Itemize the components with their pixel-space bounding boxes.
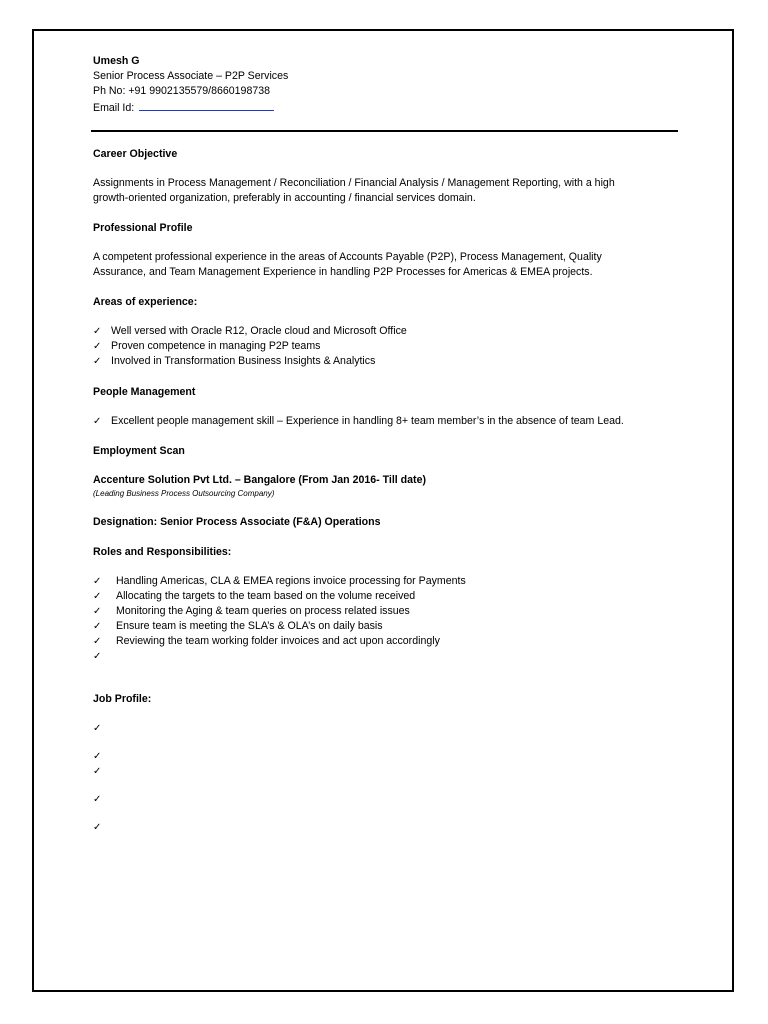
list-item: ✓ Excellent people management skill – Experience in handling 8+ team member’s in the absence of team Lead. bbox=[93, 415, 624, 427]
job-profile-section bbox=[93, 692, 693, 707]
list-item: ✓ Reviewing the team working folder invoices and act upon accordingly bbox=[93, 635, 440, 647]
contact-header bbox=[93, 54, 693, 116]
check-icon: ✓ bbox=[93, 326, 102, 337]
areas-of-experience-heading: Areas of experience: bbox=[93, 296, 198, 308]
check-icon: ✓ bbox=[93, 576, 102, 587]
list-item: ✓ Proven competence in managing P2P teams bbox=[93, 340, 321, 352]
people-management-section bbox=[93, 385, 693, 429]
check-icon: ✓ bbox=[93, 416, 102, 427]
employment-heading: Employment Scan bbox=[93, 445, 185, 457]
people-management-heading: People Management bbox=[93, 386, 196, 398]
company-name: Accenture Solution Pvt Ltd. – Bangalore (From Jan 2016- Till date) bbox=[93, 474, 426, 486]
list-item: ✓ Monitoring the Aging & team queries on process related issues bbox=[93, 605, 410, 617]
areas-of-experience-section bbox=[93, 295, 693, 369]
list-item: ✓ Allocating the targets to the team based on the volume received bbox=[93, 590, 416, 602]
check-icon: ✓ bbox=[93, 794, 102, 805]
career-objective-heading: Career Objective bbox=[93, 148, 178, 160]
check-icon: ✓ bbox=[93, 751, 102, 762]
roles-heading: Roles and Responsibilities: bbox=[93, 546, 232, 558]
check-icon: ✓ bbox=[93, 621, 102, 632]
company-note: (Leading Business Process Outsourcing Company) bbox=[93, 489, 275, 498]
header-divider bbox=[91, 130, 678, 132]
roles-list bbox=[93, 574, 693, 664]
professional-profile-text-1: A competent professional experience in the areas of Accounts Payable (P2P), Process Management, Quality bbox=[93, 251, 602, 263]
list-item: ✓ Handling Americas, CLA & EMEA regions invoice processing for Payments bbox=[93, 575, 466, 587]
check-icon: ✓ bbox=[93, 591, 102, 602]
check-icon: ✓ bbox=[93, 766, 102, 777]
list-item: ✓ Involved in Transformation Business Insights & Analytics bbox=[93, 355, 376, 367]
people-management-list bbox=[93, 414, 693, 429]
designation: Designation: Senior Process Associate (F&A) Operations bbox=[93, 516, 381, 528]
professional-profile-section bbox=[93, 221, 693, 280]
employment-section bbox=[93, 444, 693, 530]
check-icon: ✓ bbox=[93, 723, 102, 734]
candidate-name: Umesh G bbox=[93, 55, 140, 67]
check-icon: ✓ bbox=[93, 606, 102, 617]
career-objective-section bbox=[93, 147, 693, 206]
email-row bbox=[93, 99, 693, 116]
phone-number: Ph No: +91 9902135579/8660198738 bbox=[93, 85, 271, 97]
check-icon: ✓ bbox=[93, 822, 102, 833]
list-item: ✓ Ensure team is meeting the SLA’s & OLA’s on daily basis bbox=[93, 620, 383, 632]
professional-profile-heading: Professional Profile bbox=[93, 222, 193, 234]
areas-of-experience-list bbox=[93, 324, 693, 369]
email-label: Email Id: bbox=[93, 102, 135, 114]
professional-profile-text-2: Assurance, and Team Management Experience in handling P2P Processes for Americas & EMEA projects. bbox=[93, 266, 593, 278]
list-item bbox=[93, 649, 693, 664]
career-objective-text-1: Assignments in Process Management / Reconciliation / Financial Analysis / Management Reporting, with a high bbox=[93, 177, 615, 189]
check-icon: ✓ bbox=[93, 341, 102, 352]
check-icon: ✓ bbox=[93, 651, 102, 662]
candidate-title: Senior Process Associate – P2P Services bbox=[93, 70, 289, 82]
check-icon: ✓ bbox=[93, 636, 102, 647]
roles-section bbox=[93, 545, 693, 664]
check-icon: ✓ bbox=[93, 356, 102, 367]
list-item: ✓ Well versed with Oracle R12, Oracle cloud and Microsoft Office bbox=[93, 325, 407, 337]
job-profile-heading: Job Profile: bbox=[93, 693, 152, 705]
email-link[interactable] bbox=[139, 99, 274, 111]
career-objective-text-2: growth-oriented organization, preferably in accounting / financial services domain. bbox=[93, 192, 476, 204]
